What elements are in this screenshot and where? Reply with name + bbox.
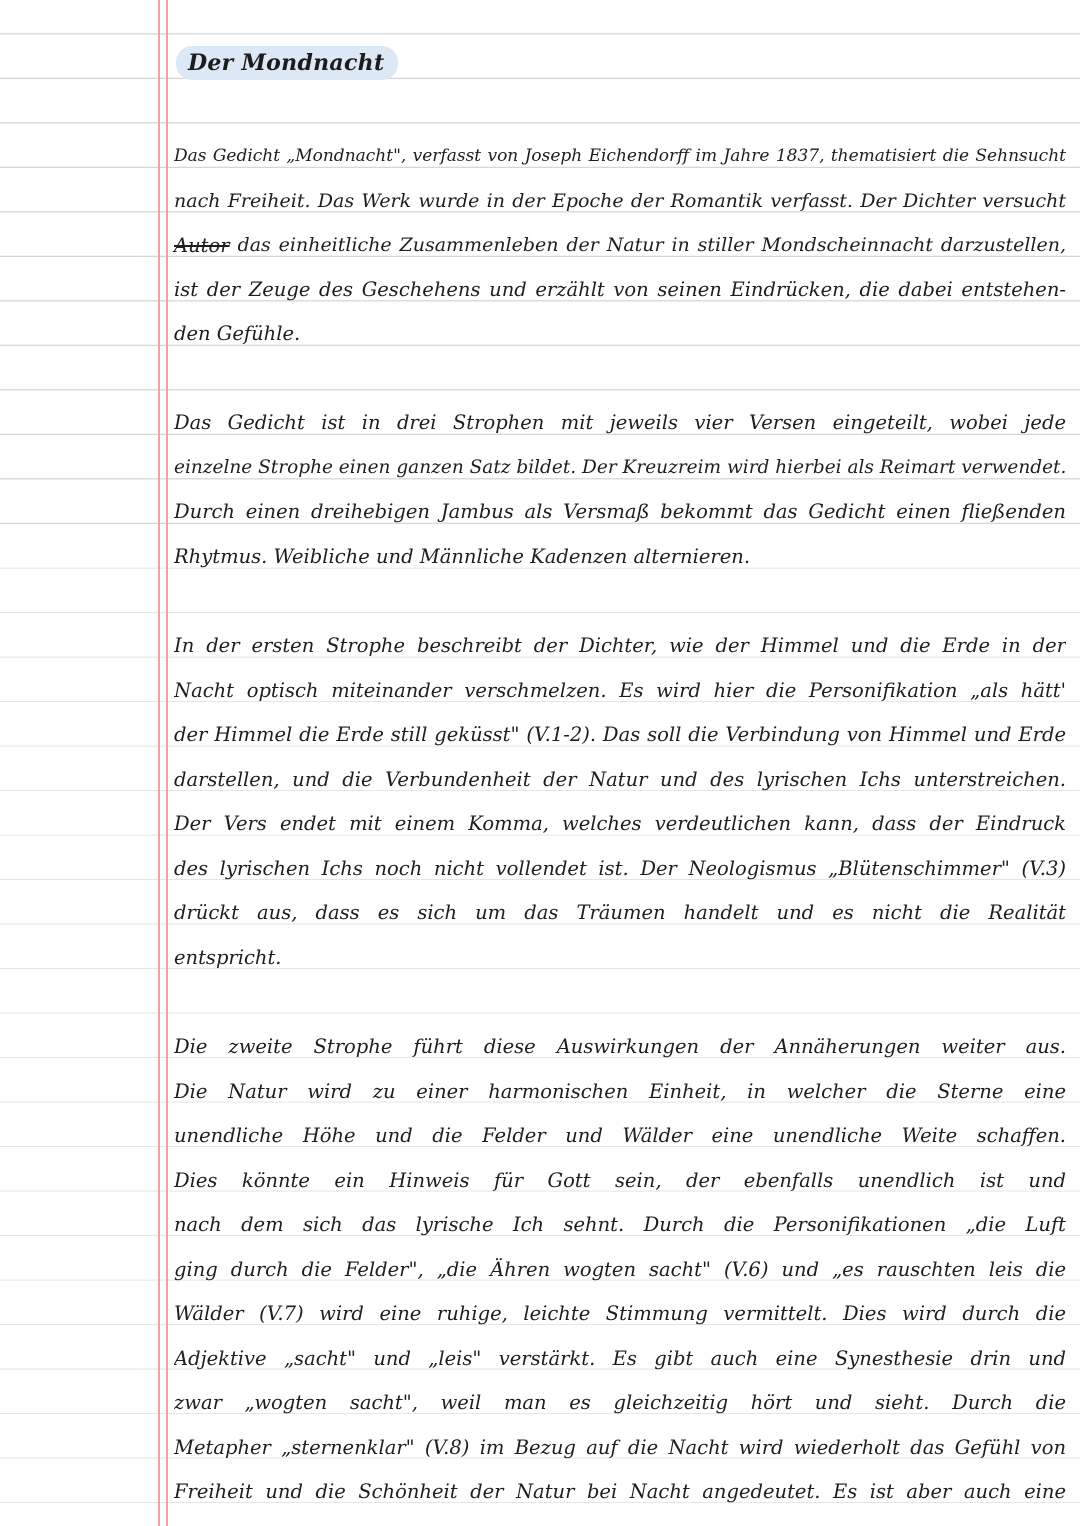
text-line: drückt aus, dass es sich um das Träumen handelt und es nicht die Realität [174, 901, 1066, 924]
paragraph-form [174, 401, 1066, 579]
text-line: Adjektive „sacht" und „leis" verstärkt. Es gibt auch eine Synesthesie drin und [174, 1346, 1066, 1370]
paragraph-introduction [174, 134, 1066, 357]
struck-word: Autor [174, 233, 230, 257]
text-line: ging durch die Felder", „die Ähren wogten sacht" (V.6) und „es rauschten leis die [174, 1257, 1066, 1281]
margin-line-right [166, 0, 168, 1526]
paragraph-second-stanza [174, 1025, 1066, 1515]
text-line: Durch einen dreihebigen Jambus als Versmaß bekommt das Gedicht einen fließenden [174, 500, 1066, 523]
text-line: Das Gedicht „Mondnacht", verfasst von Joseph Eichendorff im Jahre 1837, thematisiert die Sehnsucht [174, 146, 1066, 166]
text-line: Metapher „sternenklar" (V.8) im Bezug auf die Nacht wird wiederholt das Gefühl von [174, 1435, 1066, 1459]
text-line: einzelne Strophe einen ganzen Satz bildet. Der Kreuzreim wird hierbei als Reimart verwendet. [174, 456, 1066, 478]
text-line: der Himmel die Erde still geküsst" (V.1-2). Das soll die Verbindung von Himmel und Erde [174, 723, 1066, 746]
text-line: den Gefühle. [174, 322, 301, 345]
text-line: des lyrischen Ichs noch nicht vollendet ist. Der Neologismus „Blütenschimmer" (V.3) [174, 856, 1066, 880]
text-line: darstellen, und die Verbundenheit der Natur und des lyrischen Ichs unterstreichen. [174, 767, 1066, 791]
text-line: Rhytmus. Weibliche und Männliche Kadenzen alternieren. [174, 544, 751, 568]
text-line: Das Gedicht ist in drei Strophen mit jeweils vier Versen eingeteilt, wobei jede [174, 411, 1066, 434]
text-line: nach dem sich das lyrische Ich sehnt. Durch die Personifikationen „die Luft [174, 1213, 1066, 1236]
page-title: Der Mondnacht [188, 50, 385, 76]
text-line: Freiheit und die Schönheit der Natur bei Nacht angedeutet. Es ist aber auch eine [174, 1480, 1066, 1503]
text-line: zwar „wogten sacht", weil man es gleichzeitig hört und sieht. Durch die [174, 1391, 1066, 1414]
text-line: Der Vers endet mit einem Komma, welches verdeutlichen kann, dass der Eindruck [174, 812, 1066, 835]
text-line: In der ersten Strophe beschreibt der Dichter, wie der Himmel und die Erde in der [174, 634, 1066, 657]
text-line: ist der Zeuge des Geschehens und erzählt von seinen Eindrücken, die dabei entstehen- [174, 277, 1066, 301]
paragraph-first-stanza [174, 624, 1066, 980]
text-line: Die zweite Strophe führt diese Auswirkungen der Annäherungen weiter aus. [174, 1035, 1066, 1058]
text-line: Dies könnte ein Hinweis für Gott sein, der ebenfalls unendlich ist und [174, 1168, 1066, 1192]
title-highlight [176, 46, 398, 80]
text-line: entspricht. [174, 945, 282, 969]
margin-line-left [158, 0, 160, 1526]
text-line: Wälder (V.7) wird eine ruhige, leichte Stimmung vermittelt. Dies wird durch die [174, 1302, 1066, 1325]
text-line: nach Freiheit. Das Werk wurde in der Epoche der Romantik verfasst. Der Dichter versucht [174, 189, 1066, 212]
text-line: Die Natur wird zu einer harmonischen Einheit, in welcher die Sterne eine [174, 1079, 1066, 1103]
text-line: unendliche Höhe und die Felder und Wälder eine unendliche Weite schaffen. [174, 1124, 1066, 1147]
text-line: Nacht optisch miteinander verschmelzen. Es wird hier die Personifikation „als hätt' [174, 678, 1066, 702]
text-line [174, 223, 1066, 268]
text-line-rest: das einheitliche Zusammenleben der Natur in stiller Mondscheinnacht darzustellen, [237, 234, 1066, 257]
